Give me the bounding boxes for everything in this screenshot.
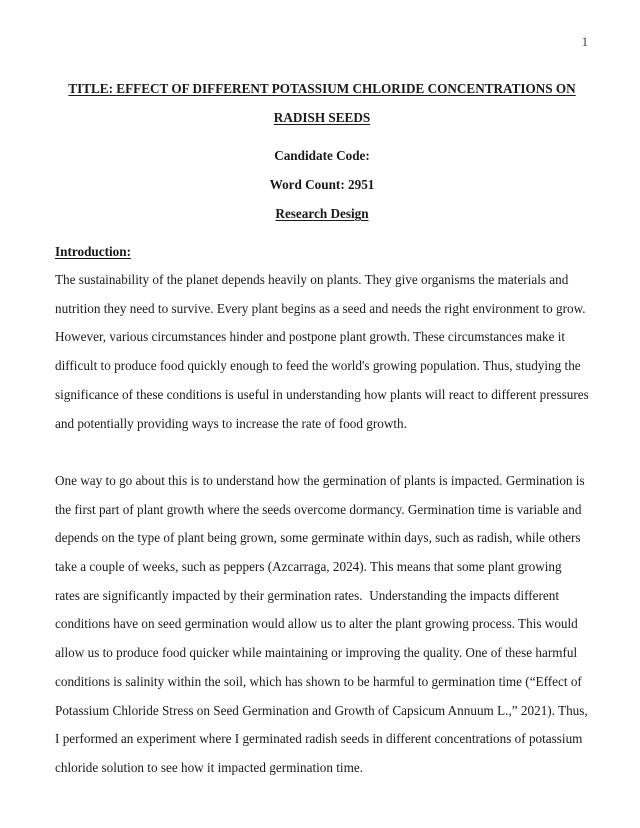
paragraph-intro-2: One way to go about this is to understand how the germination of plants is impacted. Germination is the first part of plant growth where the seeds overcome dormancy. Germination time is variable and depends on the type of plant being grown, some germinate within days, such as radish, while others take a couple of weeks, such as peppers (Azcarraga, 2024). This means that some plant growing rates are significantly impacted by their germination rates. Understanding the impacts different conditions have on seed germination would allow us to alter the plant growing process. This would allow us to produce food quicker while maintaining or improving the quality. One of these harmful conditions is salinity within the soil, which has shown to be harmful to germination time (“Effect of Potassium Chloride Stress on Seed Germination and Growth of Capsicum Annuum L.,” 2021). Thus, I performed an experiment where I germinated radish seeds in different concentrations of potassium chloride solution to see how it impacted germination time. bbox=[55, 472, 591, 775]
paragraph-intro-1: The sustainability of the planet depends heavily on plants. They give organisms the materials and nutrition they need to survive. Every plant begins as a seed and needs the right environment to grow. However, various circumstances hinder and postpone plant growth. These circumstances make it difficult to produce food quickly enough to feed the world's growing population. Thus, studying the significance of these conditions is useful in understanding how plants will react to different pressures and potentially providing ways to increase the rate of food growth. bbox=[55, 272, 593, 431]
research-design-line: Research Design bbox=[275, 206, 369, 221]
word-count-line: Word Count: 2951 bbox=[269, 177, 375, 192]
candidate-code-line: Candidate Code: bbox=[274, 148, 370, 163]
section-heading-introduction: Introduction: bbox=[55, 244, 131, 259]
paragraph-gap bbox=[55, 438, 589, 467]
title-line-1: TITLE: EFFECT OF DIFFERENT POTASSIUM CHLORIDE CONCENTRATIONS ON bbox=[68, 81, 576, 96]
document-body bbox=[55, 74, 593, 783]
document-title bbox=[55, 74, 589, 132]
title-meta-spacer bbox=[55, 132, 589, 141]
meta-section-spacer bbox=[55, 228, 589, 237]
page-number: 1 bbox=[581, 35, 588, 49]
page-header bbox=[55, 36, 588, 49]
introduction-heading-row bbox=[55, 237, 589, 266]
title-line-2: RADISH SEEDS bbox=[273, 110, 371, 125]
